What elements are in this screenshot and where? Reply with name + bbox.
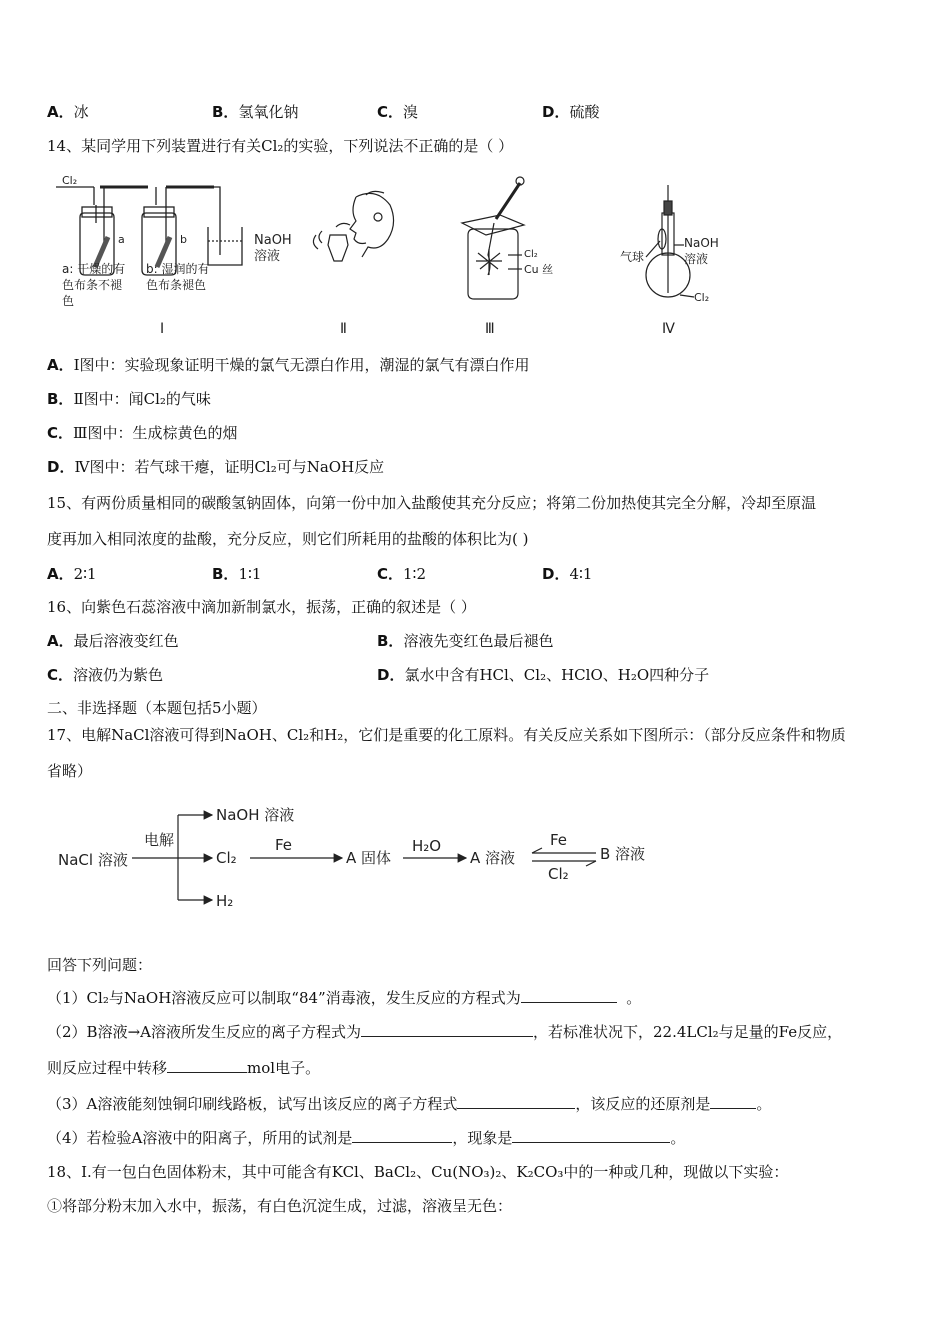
q14-option-a: A．Ⅰ图中：实验现象证明干燥的氯气无漂白作用，潮湿的氯气有漂白作用 — [47, 356, 530, 374]
apparatus-iv — [620, 185, 719, 304]
svg-text:a: a — [118, 233, 125, 246]
q17-subquestion-4: （4）若检验A溶液中的阳离子，所用的试剂是 ，现象是 。 — [47, 1129, 686, 1147]
flow-a-solution: A 溶液 — [470, 849, 516, 867]
svg-text:b: 湿润的有: b: 湿润的有 — [146, 262, 210, 276]
flow-h2o: H₂O — [412, 837, 442, 855]
q16-option-a: A．最后溶液变红色 — [47, 632, 179, 650]
flow-cl2: Cl₂ — [216, 849, 237, 867]
q13-option-d: D．硫酸 — [542, 103, 600, 121]
figure-label-iv: Ⅳ — [662, 321, 675, 337]
figure-label-i: Ⅰ — [160, 321, 165, 337]
svg-text:a: 干燥的有: a: 干燥的有 — [62, 262, 126, 276]
q15-stem-line2: 度再加入相同浓度的盐酸，充分反应，则它们所耗用的盐酸的体积比为( ) — [47, 530, 529, 548]
svg-text:气球: 气球 — [620, 250, 645, 264]
q15-stem-line1: 15、有两份质量相同的碳酸氢钠固体，向第一份中加入盐酸使其充分反应；将第二份加热使其完全分解，冷却至原温 — [47, 494, 817, 512]
svg-text:色布条褪色: 色布条褪色 — [146, 278, 207, 292]
section-2-heading: 二、非选择题（本题包括5小题） — [47, 699, 267, 717]
q14-stem: 14、某同学用下列装置进行有关Cl₂的实验，下列说法不正确的是（ ） — [47, 137, 514, 155]
q17-stem-line1: 17、电解NaCl溶液可得到NaOH、Cl₂和H₂，它们是重要的化工原料。有关反应关系如下图所示：（部分反应条件和物质 — [47, 726, 846, 744]
flow-fe-reverse: Fe — [550, 831, 568, 849]
svg-text:Cl₂: Cl₂ — [694, 291, 710, 304]
flow-a-solid: A 固体 — [346, 849, 392, 867]
flow-h2: H₂ — [216, 892, 234, 910]
q16-option-b: B．溶液先变红色最后褪色 — [377, 632, 554, 650]
q15-option-b: B．1∶1 — [212, 565, 262, 583]
apparatus-ii — [313, 191, 393, 261]
answer-blank[interactable] — [167, 1058, 247, 1073]
q15-option-d: D．4∶1 — [542, 565, 593, 583]
q17-subquestion-2: （2）B溶液→A溶液所发生反应的离子方程式为 ，若标准状况下，22.4LCl₂与足量的Fe反应， — [47, 1023, 843, 1041]
q14-option-d: D．Ⅳ图中：若气球干瘪，证明Cl₂可与NaOH反应 — [47, 458, 385, 476]
answer-blank[interactable] — [710, 1094, 756, 1109]
q13-option-c: C．溴 — [377, 103, 419, 121]
flow-electrolysis: 电解 — [144, 831, 175, 849]
svg-text:NaOH: NaOH — [254, 233, 292, 248]
q17-answer-intro: 回答下列问题： — [47, 956, 153, 974]
flow-naoh: NaOH 溶液 — [216, 806, 295, 824]
svg-text:溶液: 溶液 — [254, 249, 281, 264]
svg-text:NaOH: NaOH — [684, 236, 719, 250]
q17-subquestion-1: （1）Cl₂与NaOH溶液反应可以制取“84”消毒液，发生反应的方程式为 。 — [47, 989, 642, 1007]
q13-option-b: B．氢氧化钠 — [212, 103, 299, 121]
figure-label-ii: Ⅱ — [340, 321, 347, 337]
q14-option-b: B．Ⅱ图中：闻Cl₂的气味 — [47, 390, 211, 408]
q16-option-c: C．溶液仍为紫色 — [47, 666, 164, 684]
answer-blank[interactable] — [361, 1022, 533, 1037]
q17-subquestion-3: （3）A溶液能刻蚀铜印刷线路板，试写出该反应的离子方程式 ，该反应的还原剂是 。 — [47, 1095, 772, 1113]
q17-subquestion-2-cont: 则反应过程中转移 mol电子。 — [47, 1059, 321, 1077]
q18-step-1: ①将部分粉末加入水中，振荡，有白色沉淀生成，过滤，溶液呈无色： — [47, 1197, 513, 1215]
q16-option-d: D．氯水中含有HCl、Cl₂、HClO、H₂O四种分子 — [377, 666, 710, 684]
q13-option-a: A．冰 — [47, 103, 89, 121]
flow-cl2-forward: Cl₂ — [548, 865, 569, 883]
answer-blank[interactable] — [352, 1128, 452, 1143]
svg-text:溶液: 溶液 — [684, 252, 709, 266]
flow-b-solution: B 溶液 — [600, 845, 646, 863]
q15-option-a: A．2∶1 — [47, 565, 97, 583]
flow-nacl: NaCl 溶液 — [58, 851, 128, 869]
apparatus-i — [56, 174, 292, 308]
answer-blank[interactable] — [521, 988, 617, 1003]
svg-text:b: b — [180, 233, 187, 246]
q14-apparatus-figure — [0, 165, 950, 345]
answer-blank[interactable] — [457, 1094, 575, 1109]
q17-flow-diagram — [0, 795, 950, 920]
svg-text:色布条不褪: 色布条不褪 — [62, 278, 123, 292]
flow-fe: Fe — [275, 836, 293, 854]
q14-option-c: C．Ⅲ图中：生成棕黄色的烟 — [47, 424, 238, 442]
figure-label-iii: Ⅲ — [485, 321, 495, 337]
svg-text:色: 色 — [62, 294, 75, 308]
q16-stem: 16、向紫色石蕊溶液中滴加新制氯水，振荡，正确的叙述是（ ） — [47, 598, 476, 616]
q15-option-c: C．1∶2 — [377, 565, 427, 583]
answer-blank[interactable] — [512, 1128, 670, 1143]
q18-stem: 18、Ⅰ.有一包白色固体粉末，其中可能含有KCl、BaCl₂、Cu(NO₃)₂、K₂CO₃中的一种或几种，现做以下实验： — [47, 1163, 789, 1181]
apparatus-iii — [462, 177, 553, 299]
svg-text:Cl₂: Cl₂ — [524, 249, 538, 260]
q17-stem-line2: 省略） — [47, 762, 93, 780]
cl2-inlet-label: Cl₂ — [62, 174, 78, 187]
svg-text:Cu 丝: Cu 丝 — [524, 263, 554, 276]
